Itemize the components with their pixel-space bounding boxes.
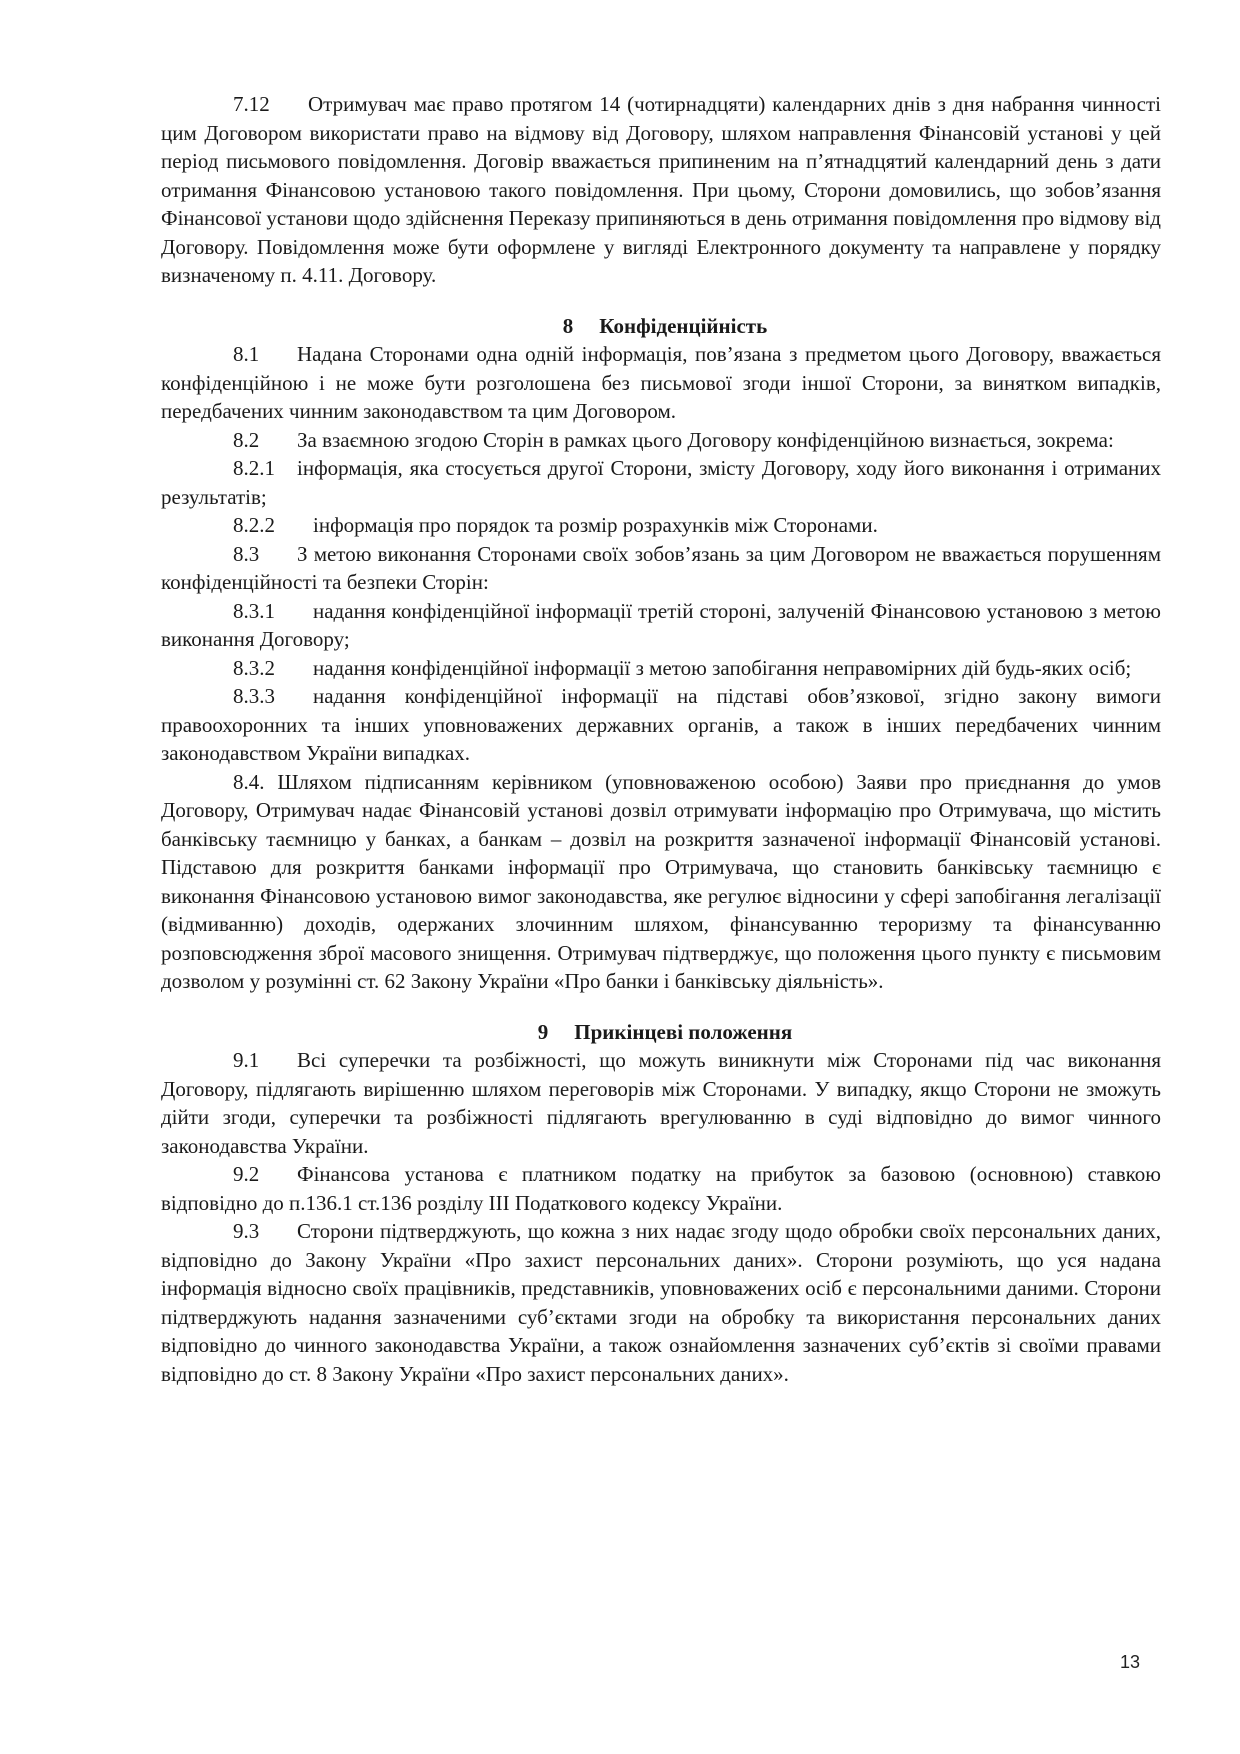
clause-number: 9.1 <box>233 1048 260 1072</box>
section-number: 8 <box>562 313 574 338</box>
clause-text: інформація, яка стосується другої Сторони, змісту Договору, ходу його виконання і отриманих результатів; <box>161 456 1161 509</box>
clause-8-3-3 <box>161 682 1161 768</box>
clause-number: 8.3.2 <box>233 655 275 680</box>
clause-9-2 <box>161 1160 1161 1217</box>
section-heading-9 <box>161 1018 1161 1047</box>
clause-number: 8.3 <box>233 541 260 566</box>
clause-number: 8.3.1 <box>233 598 275 623</box>
clause-text: надання конфіденційної інформації третій стороні, залученій Фінансовою установою з метою виконання Договору; <box>161 598 1161 651</box>
clause-9-3 <box>161 1217 1161 1388</box>
document-body <box>161 90 1161 1388</box>
clause-number: 8.2 <box>233 427 260 452</box>
clause-text: З метою виконання Сторонами своїх зобов’язань за цим Договором не вважається порушенням конфіденційності та безпеки Сторін: <box>161 541 1161 594</box>
clause-number: 9.3 <box>233 1219 260 1243</box>
clause-8-3-2 <box>161 654 1161 683</box>
clause-9-1 <box>161 1046 1161 1160</box>
clause-text: Всі суперечки та розбіжності, що можуть виникнути між Сторонами під час виконання Договору, підлягають вирішенню шляхом переговорів між Сторонами. У випадку, якщо Сторони не зможуть дійти згоди, суперечки та розбіжності підлягають врегулюванню в суді відповідно до вимог чинного законодавства України. <box>161 1048 1161 1158</box>
section-heading-8 <box>161 312 1161 341</box>
clause-text: 8.4. Шляхом підписанням керівником (уповноваженою особою) Заяви про приєднання до умов Договору, Отримувач надає Фінансовій установі дозвіл отримувати інформацію про Отримувача, що містить банківську таємницю у банках, а банкам – дозвіл на розкриття зазначеної інформації Фінансовій установі. Підставою для розкриття банками інформації про Отримувача, що становить банківську таємницю є виконання Фінансовою установою вимог законодавства, яке регулює відносини у сфері запобігання легалізації (відмиванню) доходів, одержаних злочинним шляхом, фінансуванню тероризму та фінансуванню розповсюдження зброї масового знищення. Отримувач підтверджує, що положення цього пункту є письмовим дозволом у розумінні ст. 62 Закону України «Про банки і банківську діяльність». <box>161 769 1161 993</box>
clause-8-2 <box>161 426 1161 455</box>
section-title: Прикінцеві положення <box>574 1019 793 1044</box>
clause-8-4 <box>161 768 1161 996</box>
clause-text: інформація про порядок та розмір розрахунків між Сторонами. <box>313 513 878 537</box>
clause-text: Сторони підтверджують, що кожна з них надає згоду щодо обробки своїх персональних даних, відповідно до Закону України «Про захист персональних даних». Сторони розуміють, що уся надана інформація відносно своїх працівників, представників, уповноважених осіб є персональними даними. Сторони підтверджують надання зазначеними суб’єктами згоди на обробку та використання персональних даних відповідно до чинного законодавства України, а також ознайомлення зазначених суб’єктів зі своїми правами відповідно до ст. 8 Закону України «Про захист персональних даних». <box>161 1219 1161 1386</box>
clause-text: надання конфіденційної інформації на підставі обов’язкової, згідно закону вимоги правоохоронних та інших уповноважених державних органів, а також в інших передбачених чинним законодавством України випадках. <box>161 684 1161 765</box>
clause-8-2-1 <box>161 454 1161 511</box>
clause-number: 8.2.1 <box>233 456 275 480</box>
clause-text: Отримувач має право протягом 14 (чотирнадцяти) календарних днів з дня набрання чинності цим Договором використати право на відмову від Договору, шляхом направлення Фінансовій установі у цей період письмового повідомлення. Договір вважається припиненим на п’ятнадцятий календарний день з дати отримання Фінансовою установою такого повідомлення. При цьому, Сторони домовились, що зобов’язання Фінансової установи щодо здійснення Переказу припиняються в день отримання повідомлення про відмову від Договору. Повідомлення може бути оформлене у вигляді Електронного документу та направлене у порядку визначеному п. 4.11. Договору. <box>161 92 1161 287</box>
clause-text: Надана Сторонами одна одній інформація, пов’язана з предметом цього Договору, вважається конфіденційною і не може бути розголошена без письмової згоди іншої Сторони, за винятком випадків, передбачених чинним законодавством та цим Договором. <box>161 342 1161 423</box>
clause-8-3-1 <box>161 597 1161 654</box>
clause-text: надання конфіденційної інформації з метою запобігання неправомірних дій будь-яких осіб; <box>313 655 1132 680</box>
clause-text: Фінансова установа є платником податку на прибуток за базовою (основною) ставкою відповідно до п.136.1 ст.136 розділу III Податкового кодексу України. <box>161 1162 1161 1215</box>
clause-number: 8.1 <box>233 342 260 366</box>
clause-8-2-2 <box>161 511 1161 540</box>
section-title: Конфіденційність <box>599 313 768 338</box>
clause-text: За взаємною згодою Сторін в рамках цього Договору конфіденційною визнається, зокрема: <box>297 427 1114 452</box>
clause-7-12 <box>161 90 1161 290</box>
clause-number: 8.2.2 <box>233 513 275 537</box>
section-number: 9 <box>537 1019 549 1044</box>
clause-number: 8.3.3 <box>233 684 275 708</box>
clause-number: 7.12 <box>233 92 270 116</box>
clause-8-1 <box>161 340 1161 426</box>
clause-number: 9.2 <box>233 1162 260 1186</box>
page-number: 13 <box>1120 1652 1141 1672</box>
clause-8-3 <box>161 540 1161 597</box>
